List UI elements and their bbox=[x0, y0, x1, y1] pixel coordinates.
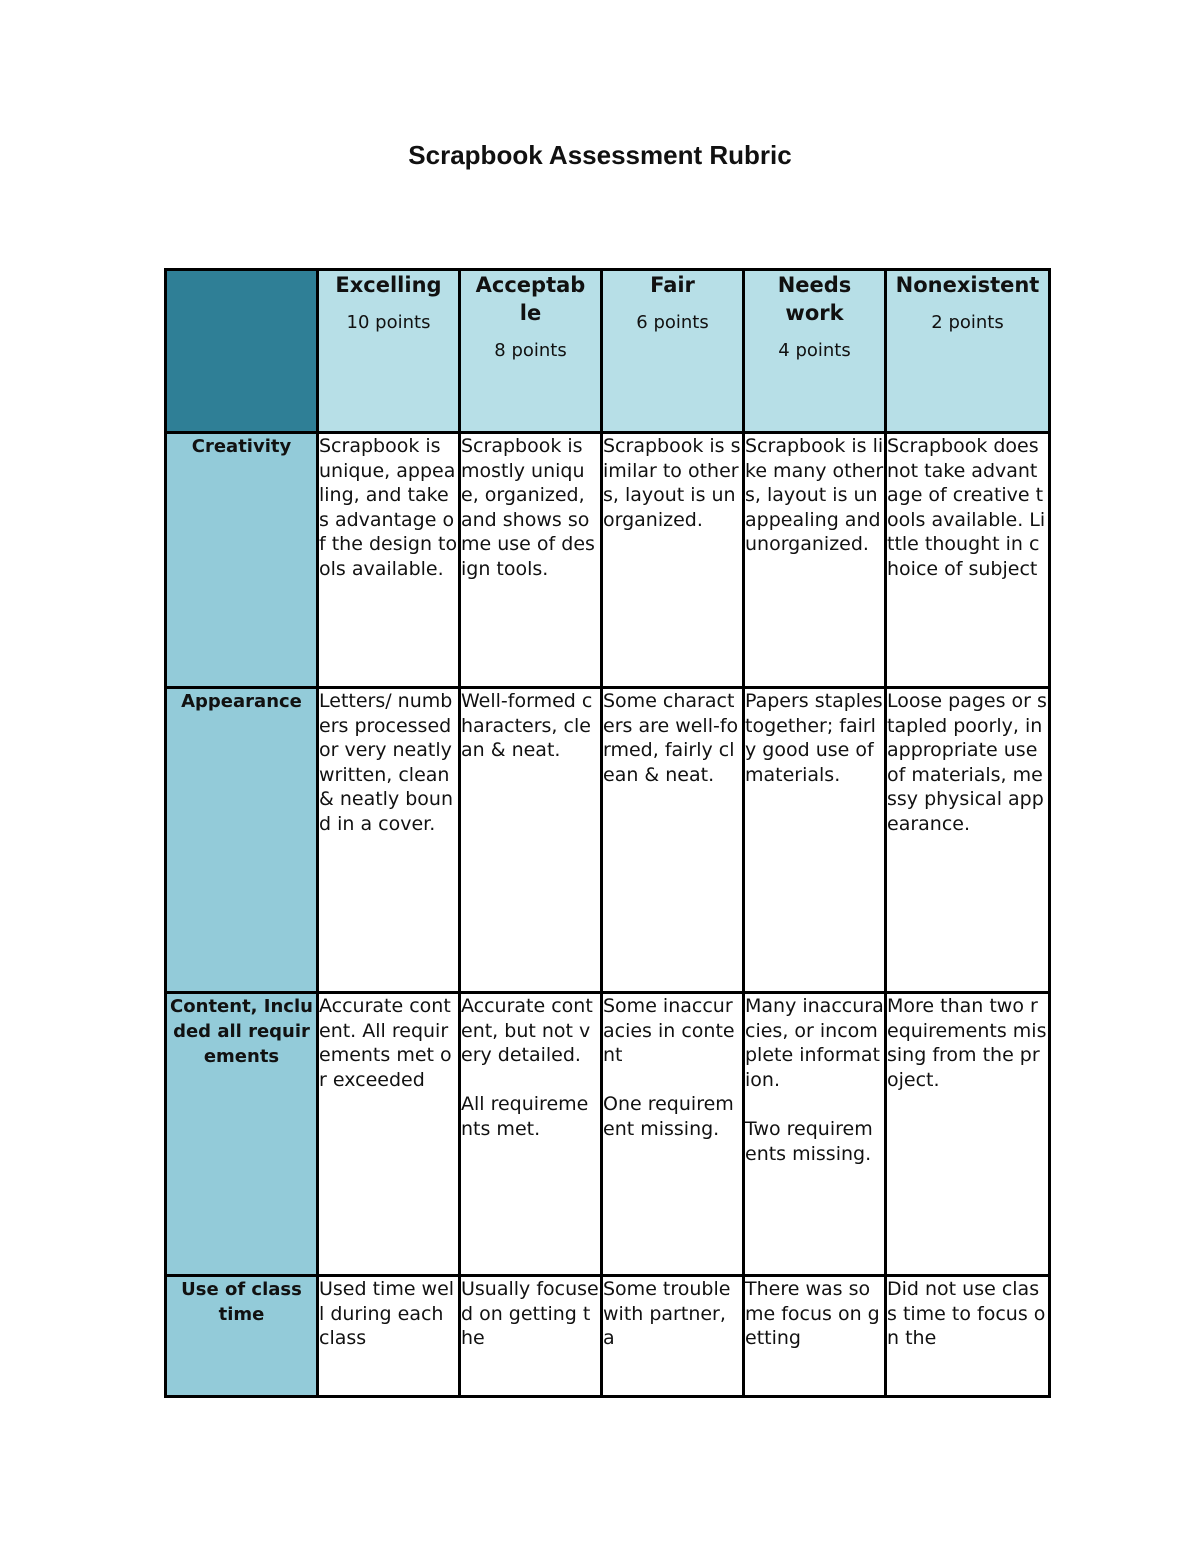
criterion-creativity: Creativity bbox=[166, 433, 318, 688]
column-header-needs-work bbox=[744, 270, 886, 433]
rubric-cell: Scrapbook is mostly unique, organized, and shows some use of design tools. bbox=[460, 433, 602, 688]
rubric-cell: Scrapbook is like many others, layout is unappealing and unorganized. bbox=[744, 433, 886, 688]
column-header-nonexistent bbox=[886, 270, 1050, 433]
rubric-cell: Papers staples together; fairly good use of materials. bbox=[744, 688, 886, 993]
rubric-table bbox=[164, 268, 1051, 1398]
header-row bbox=[166, 270, 1050, 433]
rubric-cell: Many inaccuracies, or incomplete information. Two requirements missing. bbox=[744, 993, 886, 1276]
rubric-cell: Scrapbook does not take advantage of creative tools available. Little thought in choice of subject bbox=[886, 433, 1050, 688]
level-label: Needs work bbox=[777, 273, 852, 325]
rubric-cell: There was some focus on getting bbox=[744, 1276, 886, 1397]
rubric-cell: Accurate content. All requirements met or exceeded bbox=[318, 993, 460, 1276]
criterion-appearance: Appearance bbox=[166, 688, 318, 993]
rubric-cell: Scrapbook is similar to others, layout is unorganized. bbox=[602, 433, 744, 688]
rubric-cell: Some trouble with partner, a bbox=[602, 1276, 744, 1397]
rubric-cell: Letters/ numbers processed or very neatly written, clean & neatly bound in a cover. bbox=[318, 688, 460, 993]
points-label: 6 points bbox=[636, 312, 709, 333]
points-label: 2 points bbox=[931, 312, 1004, 333]
rubric-cell: Used time well during each class bbox=[318, 1276, 460, 1397]
rubric-cell: Well-formed characters, clean & neat. bbox=[460, 688, 602, 993]
rubric-cell: Some characters are well-formed, fairly clean & neat. bbox=[602, 688, 744, 993]
criterion-use-of-class-time: Use of class time bbox=[166, 1276, 318, 1397]
column-header-fair bbox=[602, 270, 744, 433]
table-row bbox=[166, 688, 1050, 993]
criterion-content: Content, Included all requirements bbox=[166, 993, 318, 1276]
rubric-cell: Did not use class time to focus on the bbox=[886, 1276, 1050, 1397]
rubric-cell: Usually focused on getting the bbox=[460, 1276, 602, 1397]
page-title: Scrapbook Assessment Rubric bbox=[408, 140, 792, 170]
rubric-cell: Accurate content, but not very detailed. All requirements met. bbox=[460, 993, 602, 1276]
level-label: Nonexistent bbox=[895, 273, 1040, 297]
rubric-cell: Some inaccuracies in content One requirement missing. bbox=[602, 993, 744, 1276]
rubric-cell: Loose pages or stapled poorly, inappropriate use of materials, messy physical appearance. bbox=[886, 688, 1050, 993]
table-row bbox=[166, 433, 1050, 688]
level-label: Acceptable bbox=[475, 273, 586, 325]
column-header-excelling bbox=[318, 270, 460, 433]
rubric-cell: Scrapbook is unique, appealing, and takes advantage of the design tools available. bbox=[318, 433, 460, 688]
level-label: Excelling bbox=[335, 273, 442, 297]
points-label: 4 points bbox=[778, 340, 851, 361]
points-label: 8 points bbox=[494, 340, 567, 361]
column-header-acceptable bbox=[460, 270, 602, 433]
corner-cell bbox=[166, 270, 318, 433]
table-row bbox=[166, 993, 1050, 1276]
points-label: 10 points bbox=[346, 312, 431, 333]
rubric-cell: More than two requirements missing from the project. bbox=[886, 993, 1050, 1276]
table-row bbox=[166, 1276, 1050, 1397]
level-label: Fair bbox=[650, 273, 695, 297]
